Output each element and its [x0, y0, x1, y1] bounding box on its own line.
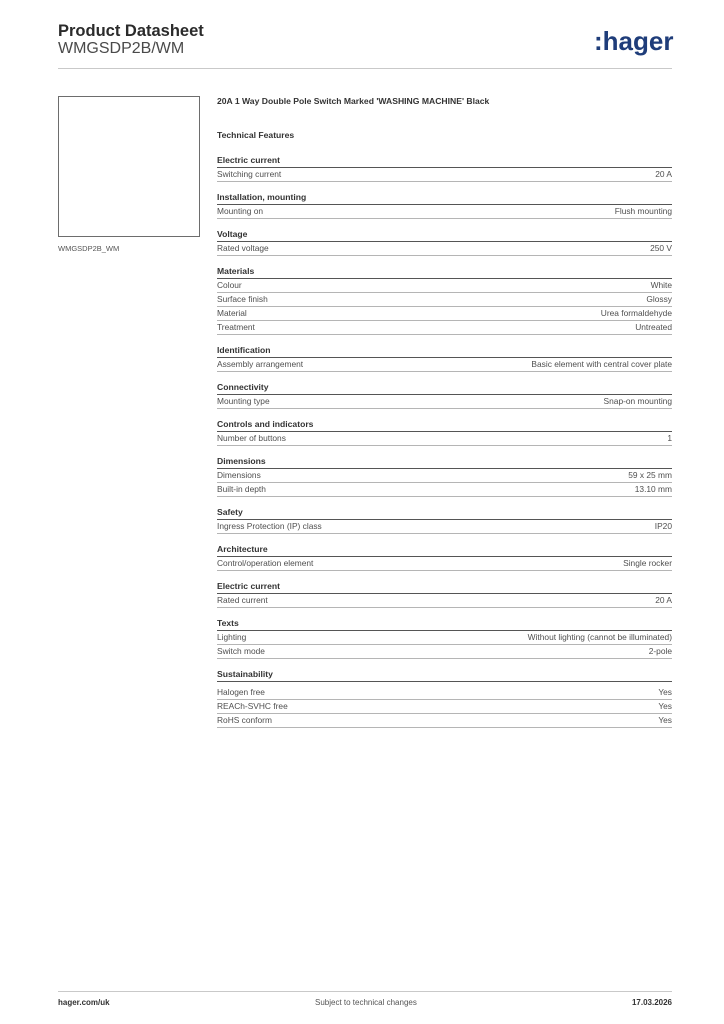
spec-label: Colour	[217, 280, 242, 290]
spec-row	[217, 168, 672, 182]
spec-value: White	[650, 280, 672, 290]
spec-value: Urea formaldehyde	[600, 308, 672, 318]
technical-features-heading: Technical Features	[217, 130, 295, 140]
section-title: Dimensions	[217, 456, 672, 469]
spec-label: Treatment	[217, 322, 255, 332]
spec-value: Untreated	[635, 322, 672, 332]
spec-section	[217, 419, 672, 446]
spec-value: 2-pole	[648, 646, 672, 656]
spec-section	[217, 266, 672, 335]
spec-section	[217, 669, 672, 728]
spec-label: Rated voltage	[217, 243, 269, 253]
spec-section	[217, 192, 672, 219]
spec-value: 250 V	[650, 243, 672, 253]
spec-value: 1	[667, 433, 672, 443]
section-title: Sustainability	[217, 669, 672, 682]
spec-section	[217, 456, 672, 497]
spec-label: Surface finish	[217, 294, 268, 304]
spec-value: Yes	[658, 687, 672, 697]
section-title: Identification	[217, 345, 672, 358]
section-title: Safety	[217, 507, 672, 520]
product-image-caption: WMGSDP2B_WM	[58, 244, 120, 253]
spec-value: IP20	[654, 521, 672, 531]
spec-row	[217, 557, 672, 571]
spec-value: Snap-on mounting	[603, 396, 672, 406]
section-title: Controls and indicators	[217, 419, 672, 432]
spec-label: Built-in depth	[217, 484, 266, 494]
logo-text: :hager	[594, 26, 674, 56]
spec-value: Yes	[658, 715, 672, 725]
spec-content	[217, 96, 672, 738]
spec-section	[217, 155, 672, 182]
spec-row	[217, 714, 672, 728]
spec-label: RoHS conform	[217, 715, 272, 725]
section-title: Electric current	[217, 155, 672, 168]
section-title: Architecture	[217, 544, 672, 557]
spec-row	[217, 358, 672, 372]
spec-value: 59 x 25 mm	[628, 470, 672, 480]
spec-value: Yes	[658, 701, 672, 711]
spec-section	[217, 229, 672, 256]
spec-label: Number of buttons	[217, 433, 286, 443]
spec-row	[217, 645, 672, 659]
product-image-placeholder	[58, 96, 200, 237]
spec-value: Basic element with central cover plate	[531, 359, 672, 369]
spec-row	[217, 631, 672, 645]
spec-label: Ingress Protection (IP) class	[217, 521, 322, 531]
hager-logo	[594, 26, 674, 56]
spec-value: Flush mounting	[614, 206, 672, 216]
spec-value: 20 A	[655, 595, 672, 605]
spec-section	[217, 382, 672, 409]
spec-section	[217, 581, 672, 608]
product-code: WMGSDP2B/WM	[58, 40, 185, 57]
spec-value: Single rocker	[623, 558, 672, 568]
spec-label: Dimensions	[217, 470, 261, 480]
spec-row	[217, 700, 672, 714]
section-title: Voltage	[217, 229, 672, 242]
section-title: Electric current	[217, 581, 672, 594]
section-title: Materials	[217, 266, 672, 279]
footer-website-link[interactable]: hager.com/uk	[58, 998, 110, 1007]
footer-notice: Subject to technical changes	[315, 998, 417, 1007]
spec-label: Assembly arrangement	[217, 359, 304, 369]
spec-label: Switching current	[217, 169, 282, 179]
section-title: Texts	[217, 618, 672, 631]
product-title: 20A 1 Way Double Pole Switch Marked 'WASHING MACHINE' Black	[217, 96, 490, 106]
spec-row	[217, 483, 672, 497]
spec-row	[217, 395, 672, 409]
spec-label: Mounting type	[217, 396, 270, 406]
spec-label: Lighting	[217, 632, 247, 642]
footer-date: 17.03.2026	[631, 998, 672, 1007]
page-title: Product Datasheet	[58, 22, 204, 40]
spec-sections	[217, 155, 672, 728]
spec-label: Mounting on	[217, 206, 264, 216]
spec-label: Rated current	[217, 595, 268, 605]
spec-value: 13.10 mm	[634, 484, 672, 494]
spec-row	[217, 293, 672, 307]
spec-value: Without lighting (cannot be illuminated)	[527, 632, 672, 642]
spec-section	[217, 544, 672, 571]
spec-row	[217, 321, 672, 335]
spec-label: Control/operation element	[217, 558, 314, 568]
spec-label: Switch mode	[217, 646, 265, 656]
spec-label: Halogen free	[217, 687, 265, 697]
header-divider	[58, 68, 672, 69]
spec-row	[217, 307, 672, 321]
spec-value: Glossy	[646, 294, 672, 304]
spec-section	[217, 507, 672, 534]
spec-row	[217, 205, 672, 219]
spec-section	[217, 618, 672, 659]
spec-row	[217, 432, 672, 446]
footer-divider	[58, 991, 672, 992]
spec-label: Material	[217, 308, 247, 318]
section-title: Connectivity	[217, 382, 672, 395]
spec-row	[217, 279, 672, 293]
spec-row	[217, 242, 672, 256]
spec-row	[217, 686, 672, 700]
spec-row	[217, 594, 672, 608]
spec-row	[217, 520, 672, 534]
section-title: Installation, mounting	[217, 192, 672, 205]
spec-section	[217, 345, 672, 372]
spec-value: 20 A	[655, 169, 672, 179]
spec-label: REACh-SVHC free	[217, 701, 288, 711]
spec-row	[217, 469, 672, 483]
